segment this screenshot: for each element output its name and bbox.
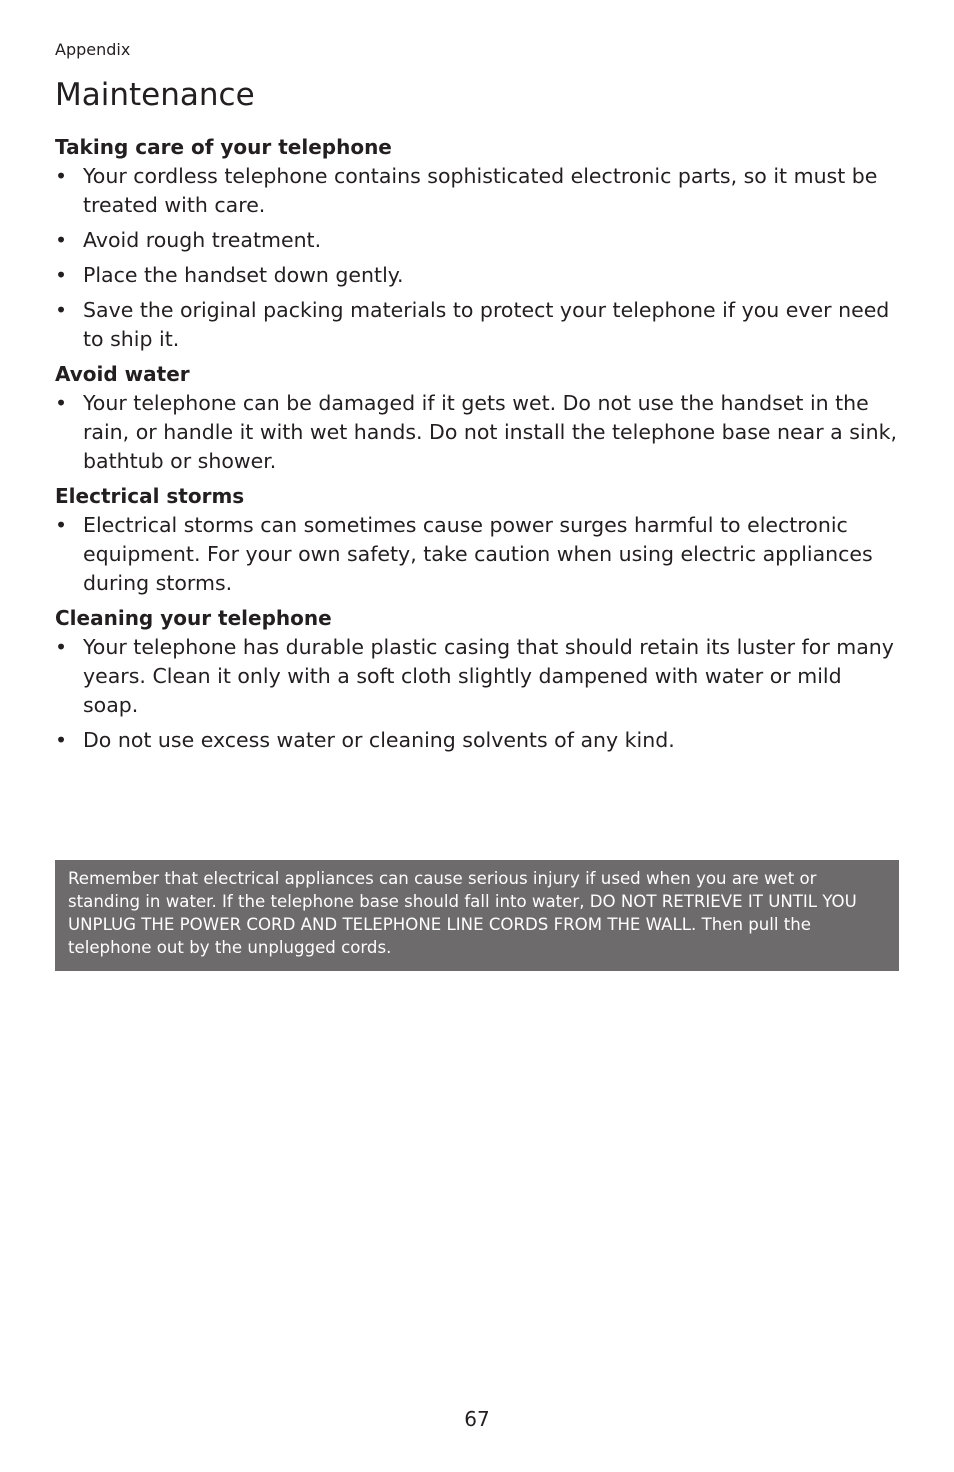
- bullet-icon: •: [55, 728, 68, 752]
- list-item-text: Electrical storms can sometimes cause power surges harmful to electronic equipment. For your own safety, take caution when using electric appliances during storms.: [83, 513, 873, 595]
- bullet-icon: •: [55, 164, 68, 188]
- heading-electrical-storms: Electrical storms: [55, 484, 245, 508]
- safety-notice-box: Remember that electrical appliances can cause serious injury if used when you are wet or standing in water. If the telephone base should fall into water, DO NOT RETRIEVE IT UNTIL YOU UNPLUG THE POWER CORD AND TELEPHONE LINE CORDS FROM THE WALL. Then pull the telephone out by the unplugged cords.: [55, 860, 899, 971]
- list-item-text: Your telephone can be damaged if it gets wet. Do not use the handset in the rain, or handle it with wet hands. Do not install the telephone base near a sink, bathtub or shower.: [83, 391, 897, 473]
- list-item-text: Do not use excess water or cleaning solvents of any kind.: [83, 728, 675, 752]
- list-item-text: Your telephone has durable plastic casing that should retain its luster for many years. Clean it only with a soft cloth slightly dampened with water or mild soap.: [83, 635, 894, 717]
- page-number: 67: [464, 1407, 490, 1431]
- heading-avoid-water: Avoid water: [55, 362, 190, 386]
- list-item: [55, 511, 899, 598]
- list-item: [55, 633, 899, 720]
- list-electrical-storms: [55, 511, 899, 598]
- maintenance-content: [55, 133, 899, 761]
- section-label: Appendix: [55, 40, 131, 59]
- list-item: [55, 162, 899, 220]
- list-item-text: Save the original packing materials to protect your telephone if you ever need to ship it.: [83, 298, 890, 351]
- bullet-icon: •: [55, 298, 68, 322]
- list-item: [55, 261, 899, 290]
- bullet-icon: •: [55, 635, 68, 659]
- heading-cleaning: Cleaning your telephone: [55, 606, 332, 630]
- list-item: [55, 726, 899, 755]
- list-item: [55, 296, 899, 354]
- bullet-icon: •: [55, 263, 68, 287]
- list-item-text: Avoid rough treatment.: [83, 228, 322, 252]
- list-item: [55, 389, 899, 476]
- list-item: [55, 226, 899, 255]
- bullet-icon: •: [55, 391, 68, 415]
- list-cleaning: [55, 633, 899, 755]
- list-avoid-water: [55, 389, 899, 476]
- list-taking-care: [55, 162, 899, 354]
- heading-taking-care: Taking care of your telephone: [55, 135, 392, 159]
- page-title: Maintenance: [55, 77, 255, 113]
- bullet-icon: •: [55, 228, 68, 252]
- list-item-text: Your cordless telephone contains sophisticated electronic parts, so it must be treated with care.: [83, 164, 878, 217]
- bullet-icon: •: [55, 513, 68, 537]
- list-item-text: Place the handset down gently.: [83, 263, 404, 287]
